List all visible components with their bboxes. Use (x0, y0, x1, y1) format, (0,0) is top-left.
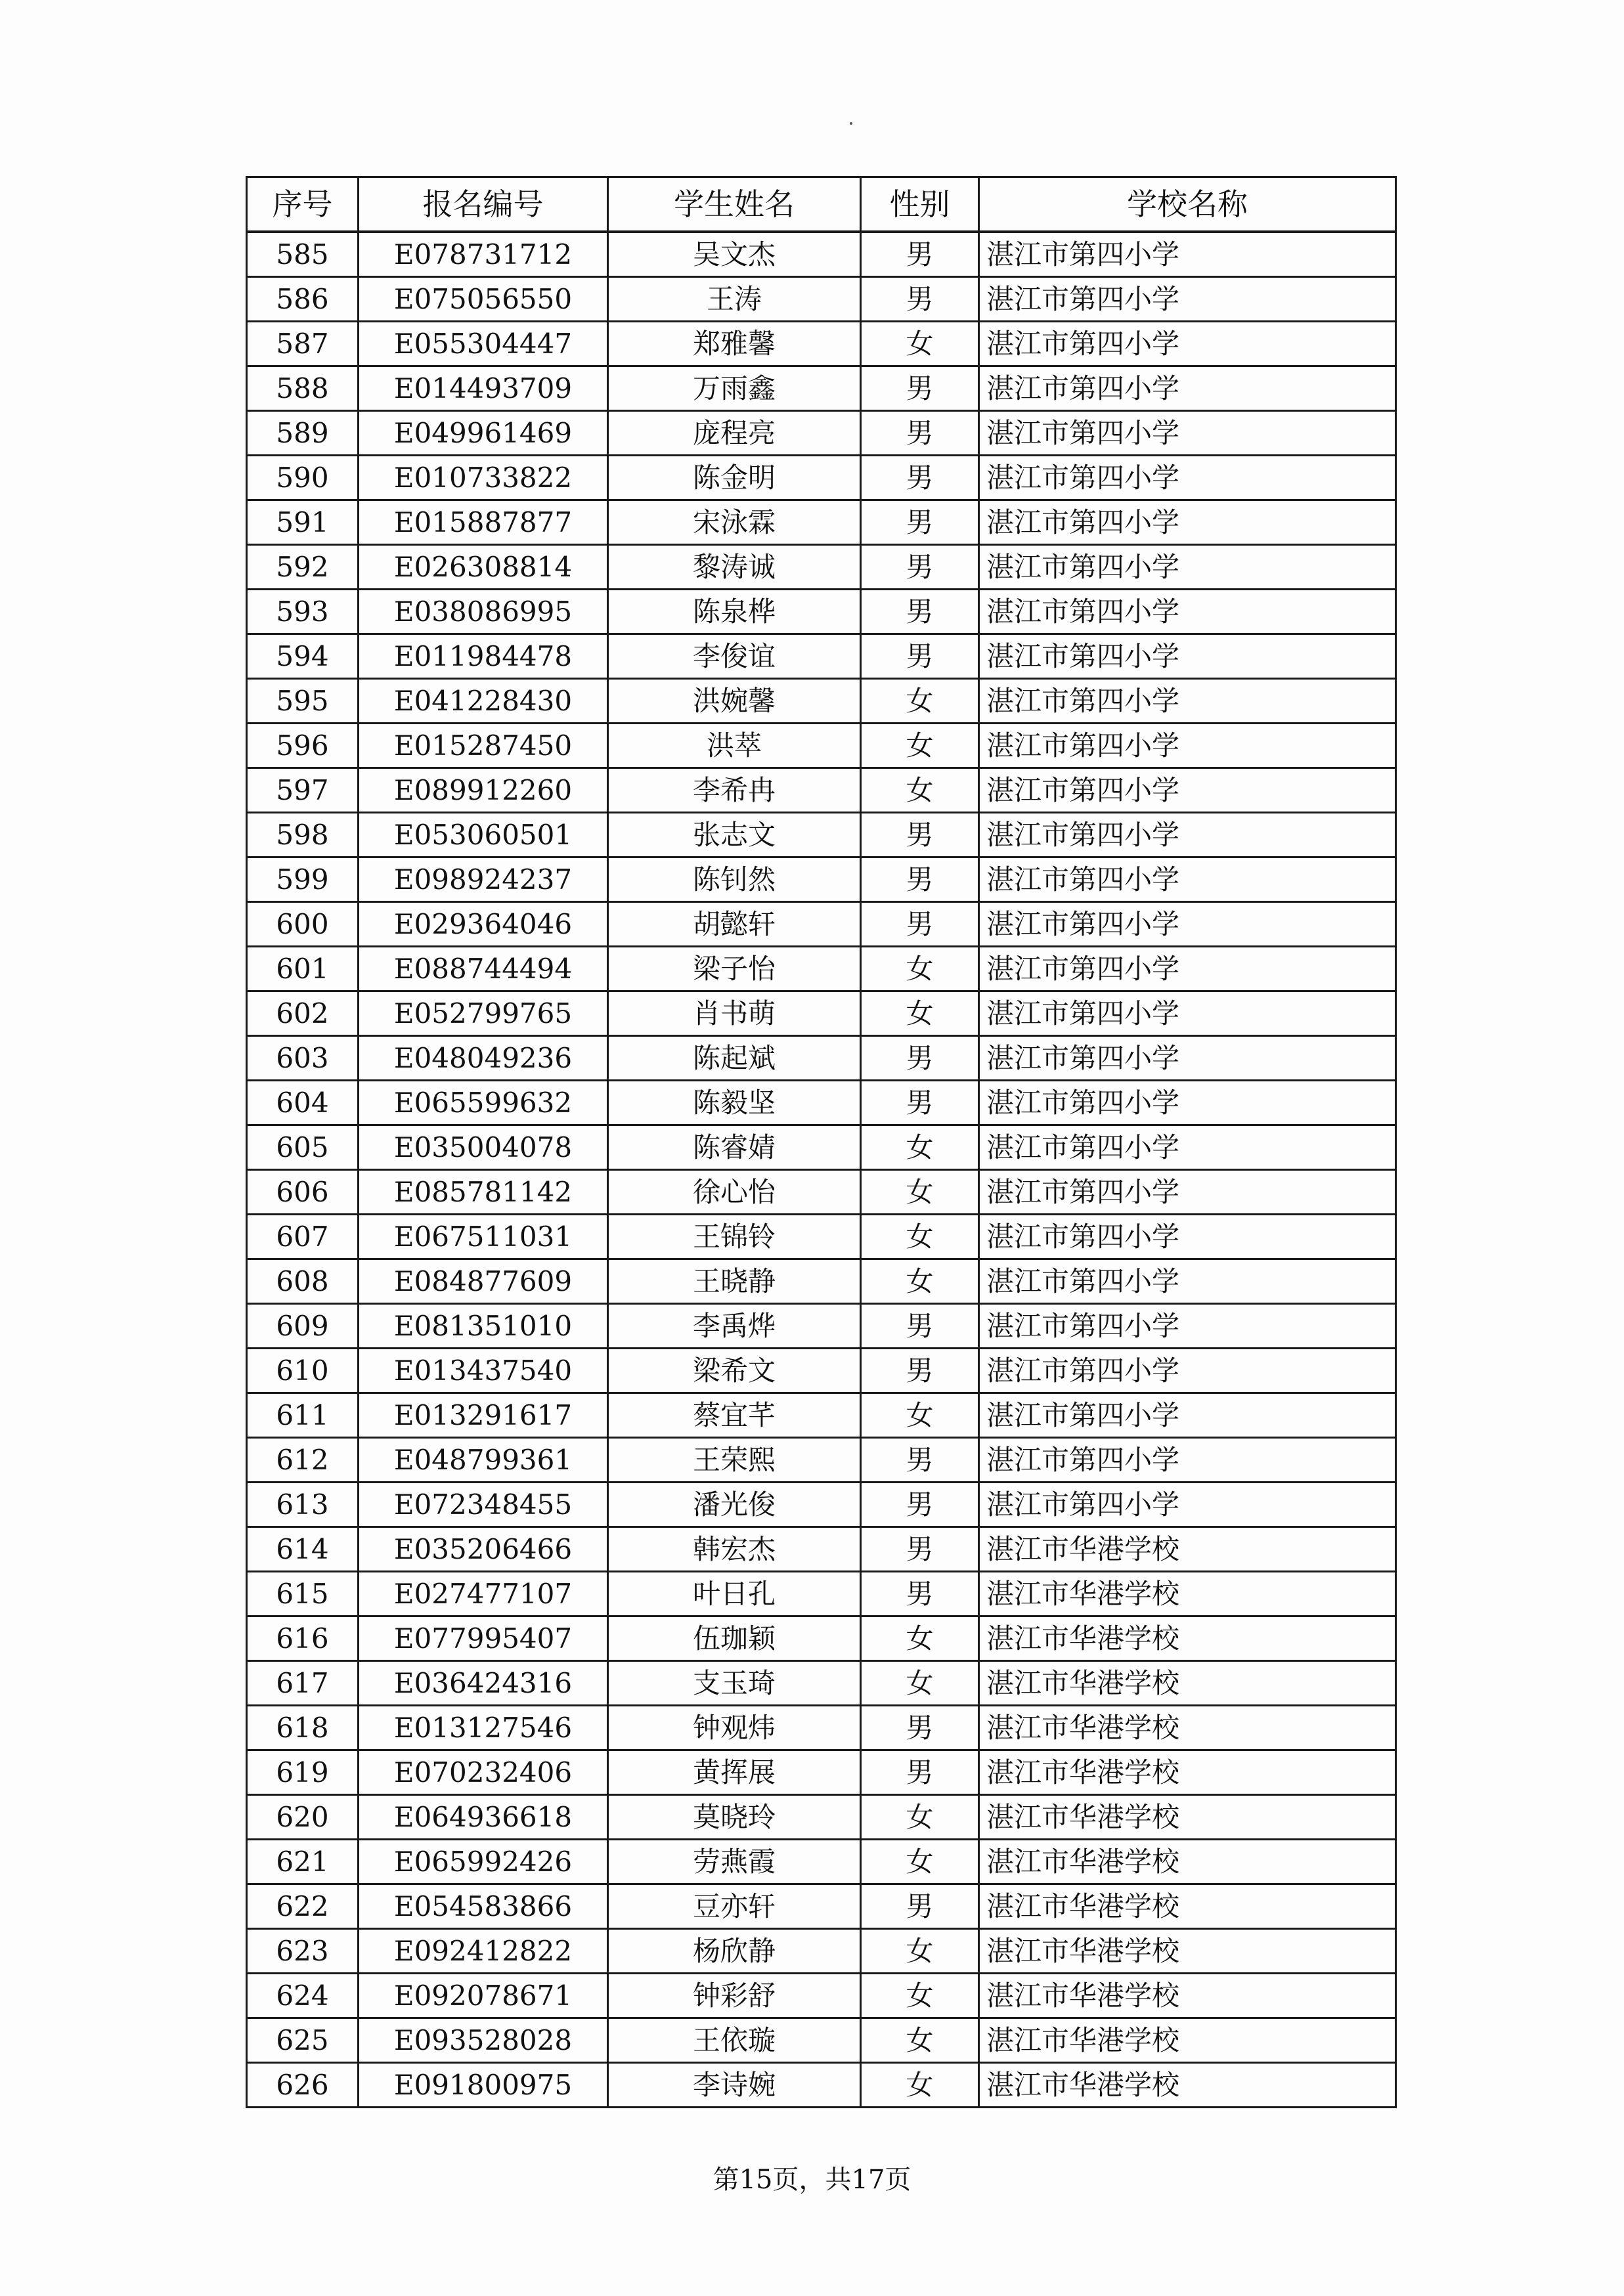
cell-school-name: 湛江市第四小学 (979, 1170, 1396, 1215)
cell-gender: 男 (861, 902, 979, 947)
cell-school-name: 湛江市华港学校 (979, 1929, 1396, 1974)
cell-serial-number: 589 (247, 411, 359, 456)
cell-school-name: 湛江市第四小学 (979, 411, 1396, 456)
cell-serial-number: 624 (247, 1974, 359, 2018)
cell-school-name: 湛江市第四小学 (979, 1081, 1396, 1125)
cell-registration-id: E088744494 (359, 947, 608, 991)
table-row (247, 545, 1396, 590)
cell-gender: 女 (861, 1170, 979, 1215)
cell-school-name: 湛江市华港学校 (979, 2063, 1396, 2108)
cell-school-name: 湛江市第四小学 (979, 991, 1396, 1036)
cell-school-name: 湛江市第四小学 (979, 902, 1396, 947)
cell-registration-id: E092412822 (359, 1929, 608, 1974)
cell-school-name: 湛江市华港学校 (979, 2018, 1396, 2063)
cell-serial-number: 619 (247, 1750, 359, 1795)
cell-serial-number: 594 (247, 634, 359, 679)
cell-student-name: 梁子怡 (608, 947, 861, 991)
cell-registration-id: E077995407 (359, 1616, 608, 1661)
table-row (247, 1929, 1396, 1974)
cell-student-name: 郑雅馨 (608, 322, 861, 366)
table-row (247, 724, 1396, 768)
table-row (247, 991, 1396, 1036)
cell-school-name: 湛江市第四小学 (979, 1125, 1396, 1170)
cell-registration-id: E015887877 (359, 500, 608, 545)
cell-registration-id: E093528028 (359, 2018, 608, 2063)
cell-student-name: 韩宏杰 (608, 1527, 861, 1572)
cell-gender: 女 (861, 1661, 979, 1706)
cell-school-name: 湛江市第四小学 (979, 500, 1396, 545)
cell-student-name: 陈泉桦 (608, 590, 861, 634)
cell-student-name: 叶日孔 (608, 1572, 861, 1616)
cell-school-name: 湛江市第四小学 (979, 724, 1396, 768)
cell-serial-number: 601 (247, 947, 359, 991)
table-row (247, 2063, 1396, 2108)
cell-gender: 女 (861, 991, 979, 1036)
cell-school-name: 湛江市华港学校 (979, 1974, 1396, 2018)
header-school-name: 学校名称 (979, 177, 1396, 232)
cell-school-name: 湛江市第四小学 (979, 947, 1396, 991)
cell-serial-number: 618 (247, 1706, 359, 1750)
cell-registration-id: E035004078 (359, 1125, 608, 1170)
cell-serial-number: 602 (247, 991, 359, 1036)
table-row (247, 768, 1396, 813)
cell-serial-number: 605 (247, 1125, 359, 1170)
cell-gender: 男 (861, 456, 979, 500)
cell-serial-number: 585 (247, 232, 359, 277)
cell-gender: 男 (861, 634, 979, 679)
cell-gender: 男 (861, 366, 979, 411)
cell-gender: 女 (861, 322, 979, 366)
cell-school-name: 湛江市第四小学 (979, 545, 1396, 590)
cell-gender: 女 (861, 679, 979, 724)
table-row (247, 1349, 1396, 1393)
cell-registration-id: E029364046 (359, 902, 608, 947)
cell-registration-id: E010733822 (359, 456, 608, 500)
cell-registration-id: E013291617 (359, 1393, 608, 1438)
cell-student-name: 万雨鑫 (608, 366, 861, 411)
cell-registration-id: E065992426 (359, 1840, 608, 1884)
cell-school-name: 湛江市第四小学 (979, 813, 1396, 857)
cell-registration-id: E072348455 (359, 1483, 608, 1527)
table-row (247, 1215, 1396, 1259)
cell-registration-id: E041228430 (359, 679, 608, 724)
cell-serial-number: 588 (247, 366, 359, 411)
table-row (247, 679, 1396, 724)
cell-gender: 男 (861, 545, 979, 590)
cell-serial-number: 626 (247, 2063, 359, 2108)
cell-gender: 男 (861, 1036, 979, 1081)
cell-school-name: 湛江市第四小学 (979, 1483, 1396, 1527)
cell-registration-id: E038086995 (359, 590, 608, 634)
table-body (247, 232, 1396, 2108)
cell-gender: 男 (861, 1884, 979, 1929)
table-row (247, 1527, 1396, 1572)
cell-gender: 男 (861, 590, 979, 634)
cell-student-name: 李希冉 (608, 768, 861, 813)
header-registration-id: 报名编号 (359, 177, 608, 232)
table-row (247, 1884, 1396, 1929)
table-row (247, 1304, 1396, 1349)
cell-registration-id: E075056550 (359, 277, 608, 322)
cell-serial-number: 611 (247, 1393, 359, 1438)
header-student-name: 学生姓名 (608, 177, 861, 232)
table-row (247, 2018, 1396, 2063)
table-row (247, 322, 1396, 366)
table-row (247, 902, 1396, 947)
cell-registration-id: E026308814 (359, 545, 608, 590)
cell-gender: 男 (861, 1349, 979, 1393)
cell-gender: 男 (861, 1304, 979, 1349)
cell-registration-id: E054583866 (359, 1884, 608, 1929)
cell-registration-id: E078731712 (359, 232, 608, 277)
cell-serial-number: 621 (247, 1840, 359, 1884)
cell-school-name: 湛江市第四小学 (979, 456, 1396, 500)
cell-gender: 男 (861, 1706, 979, 1750)
cell-school-name: 湛江市第四小学 (979, 232, 1396, 277)
cell-student-name: 王锦铃 (608, 1215, 861, 1259)
cell-school-name: 湛江市华港学校 (979, 1572, 1396, 1616)
cell-school-name: 湛江市第四小学 (979, 1393, 1396, 1438)
cell-registration-id: E064936618 (359, 1795, 608, 1840)
cell-registration-id: E098924237 (359, 857, 608, 902)
cell-student-name: 胡懿轩 (608, 902, 861, 947)
cell-gender: 女 (861, 947, 979, 991)
cell-registration-id: E070232406 (359, 1750, 608, 1795)
cell-registration-id: E049961469 (359, 411, 608, 456)
cell-serial-number: 609 (247, 1304, 359, 1349)
cell-serial-number: 607 (247, 1215, 359, 1259)
table-row (247, 590, 1396, 634)
cell-school-name: 湛江市第四小学 (979, 1349, 1396, 1393)
cell-school-name: 湛江市华港学校 (979, 1840, 1396, 1884)
cell-school-name: 湛江市第四小学 (979, 634, 1396, 679)
cell-student-name: 支玉琦 (608, 1661, 861, 1706)
table-row (247, 813, 1396, 857)
cell-student-name: 王荣熙 (608, 1438, 861, 1483)
cell-student-name: 黄挥展 (608, 1750, 861, 1795)
table-row (247, 1125, 1396, 1170)
cell-student-name: 蔡宜芊 (608, 1393, 861, 1438)
cell-registration-id: E085781142 (359, 1170, 608, 1215)
cell-school-name: 湛江市华港学校 (979, 1661, 1396, 1706)
cell-serial-number: 600 (247, 902, 359, 947)
cell-school-name: 湛江市第四小学 (979, 857, 1396, 902)
cell-school-name: 湛江市第四小学 (979, 1036, 1396, 1081)
cell-serial-number: 586 (247, 277, 359, 322)
cell-student-name: 梁希文 (608, 1349, 861, 1393)
cell-student-name: 伍珈颖 (608, 1616, 861, 1661)
table-row (247, 366, 1396, 411)
cell-gender: 男 (861, 1572, 979, 1616)
cell-registration-id: E013127546 (359, 1706, 608, 1750)
cell-registration-id: E048799361 (359, 1438, 608, 1483)
cell-registration-id: E067511031 (359, 1215, 608, 1259)
cell-registration-id: E065599632 (359, 1081, 608, 1125)
cell-school-name: 湛江市第四小学 (979, 1215, 1396, 1259)
cell-gender: 男 (861, 411, 979, 456)
cell-serial-number: 615 (247, 1572, 359, 1616)
cell-registration-id: E084877609 (359, 1259, 608, 1304)
cell-serial-number: 617 (247, 1661, 359, 1706)
cell-serial-number: 606 (247, 1170, 359, 1215)
cell-serial-number: 591 (247, 500, 359, 545)
cell-serial-number: 622 (247, 1884, 359, 1929)
cell-student-name: 洪萃 (608, 724, 861, 768)
table-row (247, 1170, 1396, 1215)
table-row (247, 1616, 1396, 1661)
cell-school-name: 湛江市第四小学 (979, 277, 1396, 322)
cell-gender: 女 (861, 1393, 979, 1438)
cell-registration-id: E089912260 (359, 768, 608, 813)
cell-serial-number: 603 (247, 1036, 359, 1081)
cell-serial-number: 587 (247, 322, 359, 366)
cell-school-name: 湛江市第四小学 (979, 1259, 1396, 1304)
cell-registration-id: E092078671 (359, 1974, 608, 2018)
table-row (247, 1750, 1396, 1795)
cell-student-name: 李诗婉 (608, 2063, 861, 2108)
table-row (247, 1840, 1396, 1884)
table-row (247, 1438, 1396, 1483)
cell-serial-number: 595 (247, 679, 359, 724)
cell-registration-id: E035206466 (359, 1527, 608, 1572)
table-row (247, 1661, 1396, 1706)
cell-serial-number: 616 (247, 1616, 359, 1661)
cell-serial-number: 625 (247, 2018, 359, 2063)
cell-student-name: 宋泳霖 (608, 500, 861, 545)
table-header-row (247, 177, 1396, 232)
cell-gender: 女 (861, 724, 979, 768)
table-row (247, 947, 1396, 991)
table-row (247, 1393, 1396, 1438)
table-row (247, 1483, 1396, 1527)
cell-registration-id: E014493709 (359, 366, 608, 411)
header-serial-number: 序号 (247, 177, 359, 232)
header-gender: 性别 (861, 177, 979, 232)
cell-student-name: 潘光俊 (608, 1483, 861, 1527)
cell-gender: 女 (861, 1795, 979, 1840)
cell-gender: 男 (861, 1527, 979, 1572)
cell-student-name: 劳燕霞 (608, 1840, 861, 1884)
table-row (247, 411, 1396, 456)
table-row (247, 1081, 1396, 1125)
cell-student-name: 王涛 (608, 277, 861, 322)
cell-serial-number: 620 (247, 1795, 359, 1840)
cell-student-name: 钟观炜 (608, 1706, 861, 1750)
cell-school-name: 湛江市第四小学 (979, 1438, 1396, 1483)
cell-gender: 男 (861, 1750, 979, 1795)
cell-gender: 女 (861, 2018, 979, 2063)
cell-gender: 男 (861, 500, 979, 545)
cell-student-name: 陈金明 (608, 456, 861, 500)
cell-serial-number: 604 (247, 1081, 359, 1125)
cell-registration-id: E053060501 (359, 813, 608, 857)
cell-registration-id: E081351010 (359, 1304, 608, 1349)
cell-school-name: 湛江市华港学校 (979, 1527, 1396, 1572)
cell-gender: 男 (861, 277, 979, 322)
cell-school-name: 湛江市第四小学 (979, 1304, 1396, 1349)
scan-speck (850, 122, 852, 125)
cell-school-name: 湛江市第四小学 (979, 768, 1396, 813)
cell-student-name: 陈起斌 (608, 1036, 861, 1081)
cell-registration-id: E055304447 (359, 322, 608, 366)
cell-student-name: 庞程亮 (608, 411, 861, 456)
table-row (247, 1795, 1396, 1840)
cell-gender: 男 (861, 857, 979, 902)
cell-student-name: 黎涛诚 (608, 545, 861, 590)
cell-gender: 女 (861, 1974, 979, 2018)
cell-gender: 男 (861, 1483, 979, 1527)
table-row (247, 500, 1396, 545)
cell-registration-id: E027477107 (359, 1572, 608, 1616)
cell-school-name: 湛江市华港学校 (979, 1884, 1396, 1929)
cell-school-name: 湛江市第四小学 (979, 679, 1396, 724)
cell-gender: 女 (861, 1840, 979, 1884)
cell-school-name: 湛江市华港学校 (979, 1795, 1396, 1840)
cell-student-name: 徐心怡 (608, 1170, 861, 1215)
table-row (247, 1706, 1396, 1750)
cell-student-name: 李俊谊 (608, 634, 861, 679)
cell-registration-id: E036424316 (359, 1661, 608, 1706)
cell-school-name: 湛江市华港学校 (979, 1750, 1396, 1795)
cell-registration-id: E015287450 (359, 724, 608, 768)
cell-student-name: 张志文 (608, 813, 861, 857)
cell-gender: 女 (861, 1616, 979, 1661)
cell-gender: 女 (861, 1125, 979, 1170)
cell-gender: 女 (861, 1215, 979, 1259)
cell-school-name: 湛江市华港学校 (979, 1706, 1396, 1750)
cell-serial-number: 592 (247, 545, 359, 590)
cell-gender: 男 (861, 1081, 979, 1125)
cell-registration-id: E013437540 (359, 1349, 608, 1393)
table-row (247, 1259, 1396, 1304)
cell-gender: 女 (861, 2063, 979, 2108)
cell-student-name: 肖书萌 (608, 991, 861, 1036)
table-row (247, 1572, 1396, 1616)
cell-registration-id: E011984478 (359, 634, 608, 679)
cell-serial-number: 608 (247, 1259, 359, 1304)
table-row (247, 857, 1396, 902)
cell-serial-number: 598 (247, 813, 359, 857)
cell-student-name: 陈毅坚 (608, 1081, 861, 1125)
page-number-footer: 第15页，共17页 (713, 2165, 911, 2195)
student-roster-table (246, 176, 1397, 2108)
cell-school-name: 湛江市第四小学 (979, 366, 1396, 411)
table-row (247, 1036, 1396, 1081)
table-row (247, 1974, 1396, 2018)
cell-student-name: 李禹烨 (608, 1304, 861, 1349)
cell-student-name: 陈钊然 (608, 857, 861, 902)
cell-gender: 男 (861, 232, 979, 277)
cell-registration-id: E052799765 (359, 991, 608, 1036)
cell-student-name: 杨欣静 (608, 1929, 861, 1974)
table-row (247, 277, 1396, 322)
cell-serial-number: 599 (247, 857, 359, 902)
cell-student-name: 钟彩舒 (608, 1974, 861, 2018)
table-row (247, 232, 1396, 277)
cell-school-name: 湛江市华港学校 (979, 1616, 1396, 1661)
cell-student-name: 陈睿婧 (608, 1125, 861, 1170)
cell-student-name: 王依璇 (608, 2018, 861, 2063)
cell-serial-number: 623 (247, 1929, 359, 1974)
cell-gender: 女 (861, 768, 979, 813)
cell-serial-number: 590 (247, 456, 359, 500)
cell-serial-number: 614 (247, 1527, 359, 1572)
cell-serial-number: 597 (247, 768, 359, 813)
cell-serial-number: 610 (247, 1349, 359, 1393)
cell-student-name: 吴文杰 (608, 232, 861, 277)
cell-serial-number: 613 (247, 1483, 359, 1527)
cell-student-name: 王晓静 (608, 1259, 861, 1304)
cell-registration-id: E048049236 (359, 1036, 608, 1081)
cell-gender: 女 (861, 1259, 979, 1304)
cell-registration-id: E091800975 (359, 2063, 608, 2108)
cell-school-name: 湛江市第四小学 (979, 322, 1396, 366)
cell-serial-number: 593 (247, 590, 359, 634)
table-row (247, 456, 1396, 500)
cell-student-name: 莫晓玲 (608, 1795, 861, 1840)
cell-serial-number: 596 (247, 724, 359, 768)
cell-gender: 男 (861, 813, 979, 857)
cell-serial-number: 612 (247, 1438, 359, 1483)
table-row (247, 634, 1396, 679)
cell-student-name: 洪婉馨 (608, 679, 861, 724)
cell-student-name: 豆亦轩 (608, 1884, 861, 1929)
cell-gender: 女 (861, 1929, 979, 1974)
cell-school-name: 湛江市第四小学 (979, 590, 1396, 634)
cell-gender: 男 (861, 1438, 979, 1483)
